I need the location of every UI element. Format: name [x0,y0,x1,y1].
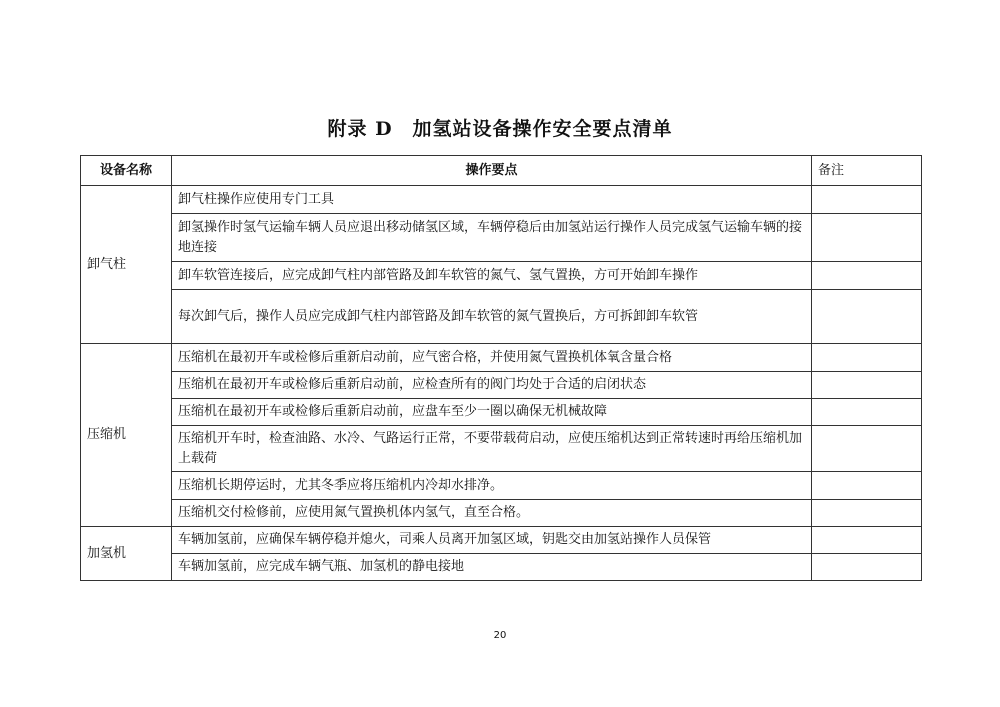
operation-point: 车辆加氢前，应完成车辆气瓶、加氢机的静电接地 [172,554,812,581]
remark-cell [812,214,922,262]
operation-point: 卸车软管连接后，应完成卸气柱内部管路及卸车软管的氮气、氢气置换，方可开始卸车操作 [172,262,812,290]
table-row [81,344,922,372]
operation-point: 压缩机在最初开车或检修后重新启动前，应检查所有的阀门均处于合适的启闭状态 [172,372,812,399]
equipment-name-compressor: 压缩机 [81,344,172,527]
table-row [81,290,922,344]
remark-cell [812,554,922,581]
operation-point: 卸氢操作时氢气运输车辆人员应退出移动储氢区域，车辆停稳后由加氢站运行操作人员完成氢气运输车辆的接地连接 [172,214,812,262]
remark-cell [812,344,922,372]
remark-cell [812,372,922,399]
table-row [81,500,922,527]
remark-cell [812,186,922,214]
remark-cell [812,399,922,426]
table-row [81,214,922,262]
remark-cell [812,426,922,472]
operation-point: 每次卸气后，操作人员应完成卸气柱内部管路及卸车软管的氮气置换后，方可拆卸卸车软管 [172,290,812,344]
table-row [81,472,922,500]
remark-cell [812,290,922,344]
header-operation-points: 操作要点 [172,156,812,186]
remark-cell [812,527,922,554]
operation-point: 压缩机开车时，检查油路、水冷、气路运行正常，不要带载荷启动，应使压缩机达到正常转速时再给压缩机加上载荷 [172,426,812,472]
equipment-safety-table [80,155,922,581]
page-number: 20 [493,630,507,641]
operation-point: 压缩机交付检修前，应使用氮气置换机体内氢气，直至合格。 [172,500,812,527]
operation-point: 卸气柱操作应使用专门工具 [172,186,812,214]
equipment-name-unloading-post: 卸气柱 [81,186,172,344]
remark-cell [812,500,922,527]
table-header-row [81,156,922,186]
page-title: 附录 D 加氢站设备操作安全要点清单 [327,118,673,140]
table-row [81,554,922,581]
operation-point: 压缩机长期停运时，尤其冬季应将压缩机内冷却水排净。 [172,472,812,500]
operation-point: 压缩机在最初开车或检修后重新启动前，应气密合格，并使用氮气置换机体氧含量合格 [172,344,812,372]
operation-point: 车辆加氢前，应确保车辆停稳并熄火，司乘人员离开加氢区域，钥匙交由加氢站操作人员保管 [172,527,812,554]
table-row [81,262,922,290]
operation-point: 压缩机在最初开车或检修后重新启动前，应盘车至少一圈以确保无机械故障 [172,399,812,426]
table-row [81,399,922,426]
remark-cell [812,262,922,290]
table-row [81,186,922,214]
table-row [81,426,922,472]
equipment-name-dispenser: 加氢机 [81,527,172,581]
table-row [81,372,922,399]
remark-cell [812,472,922,500]
table-row [81,527,922,554]
header-equipment-name: 设备名称 [81,156,172,186]
header-remarks: 备注 [812,156,922,186]
